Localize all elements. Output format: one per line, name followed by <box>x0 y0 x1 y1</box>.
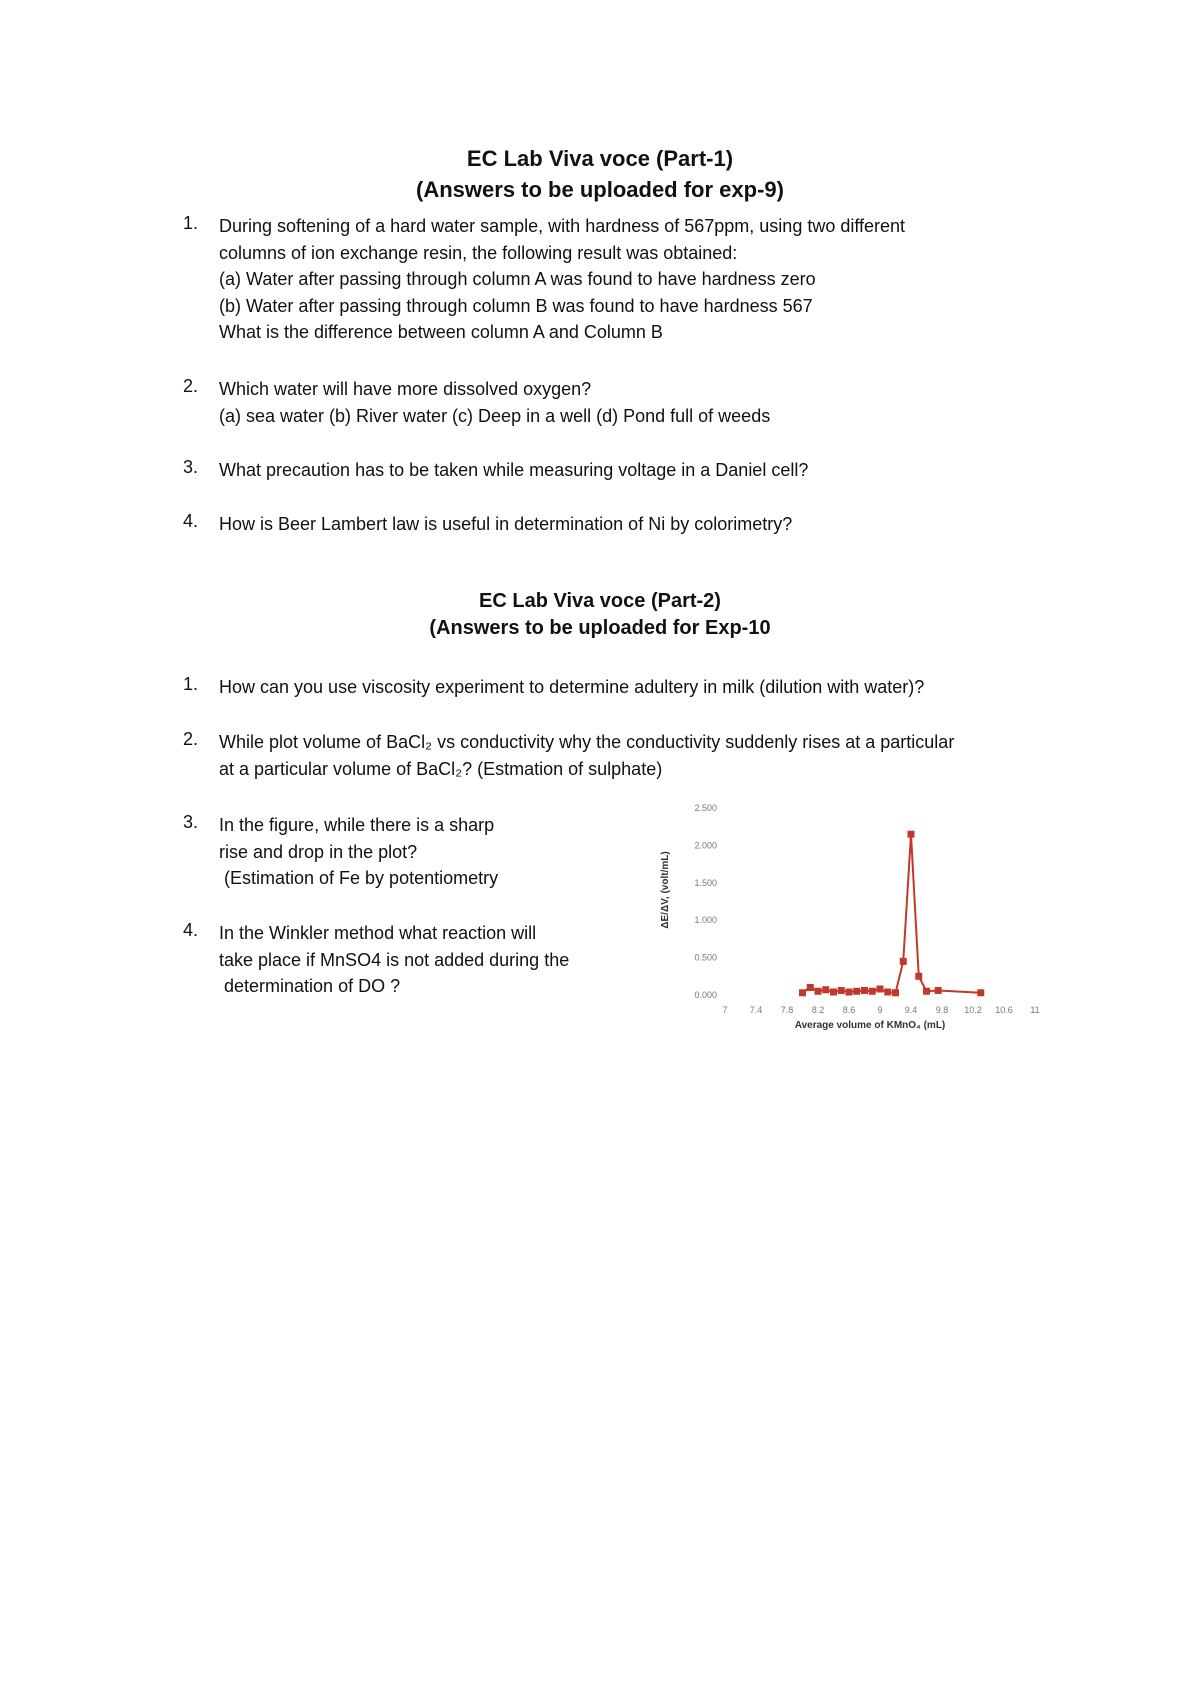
question-text <box>219 920 569 1000</box>
x-tick-label: 7.4 <box>749 1005 763 1015</box>
data-point <box>869 988 876 995</box>
data-point <box>915 973 922 980</box>
question-line: What is the difference between column A and Column B <box>219 322 663 342</box>
data-point <box>846 989 853 996</box>
question-text <box>219 376 770 429</box>
data-point <box>815 988 822 995</box>
question-number: 1. <box>183 213 199 233</box>
series-group <box>799 831 984 997</box>
potentiometry-chart <box>655 790 1050 1038</box>
question-number: 2. <box>183 376 199 396</box>
x-tick-label: 9 <box>877 1005 883 1015</box>
question-line: Which water will have more dissolved oxygen? <box>219 379 592 399</box>
y-tick-label: 0.000 <box>694 990 717 1000</box>
question-line: at a particular volume of BaCl₂? (Estmation of sulphate) <box>219 758 663 779</box>
data-point <box>822 986 829 993</box>
question-line: How is Beer Lambert law is useful in determination of Ni by colorimetry? <box>219 514 793 534</box>
question-line: (a) sea water (b) River water (c) Deep in a well (d) Pond full of weeds <box>219 405 771 426</box>
question-text <box>219 674 924 701</box>
y-tick-label: 2.000 <box>694 840 717 851</box>
x-axis-label: Average volume of KMnO₄ (mL) <box>794 1020 946 1031</box>
question-line: What precaution has to be taken while measuring voltage in a Daniel cell? <box>219 460 809 480</box>
y-tick-label: 1.500 <box>694 877 717 888</box>
y-tick-label: 0.500 <box>694 952 717 963</box>
data-point <box>935 987 942 994</box>
data-point <box>900 958 907 965</box>
part1-subtitle: (Answers to be uploaded for exp-9) <box>416 177 784 202</box>
data-point <box>923 988 930 995</box>
question-number: 1. <box>183 674 199 694</box>
data-point <box>853 988 860 995</box>
part1-title: EC Lab Viva voce (Part-1) <box>466 146 734 171</box>
series-line <box>803 834 981 993</box>
data-point <box>830 989 837 996</box>
question-line: While plot volume of BaCl₂ vs conductivity why the conductivity suddenly rises at a particular <box>219 732 955 752</box>
y-tick-label: 2.500 <box>694 803 717 813</box>
data-point <box>877 986 884 993</box>
question-line: determination of DO ? <box>219 976 401 996</box>
y-tick-label: 1.000 <box>694 915 717 926</box>
question-number: 4. <box>183 511 199 531</box>
question-number: 2. <box>183 729 199 749</box>
question-line: During softening of a hard water sample, with hardness of 567ppm, using two different <box>219 216 906 236</box>
y-ticks <box>694 803 717 1000</box>
question-number: 3. <box>183 812 199 832</box>
question-line: (Estimation of Fe by potentiometry <box>219 868 499 888</box>
x-tick-label: 7.8 <box>780 1005 794 1015</box>
question-number: 4. <box>183 920 199 940</box>
data-point <box>861 987 868 994</box>
part2-subtitle: (Answers to be uploaded for Exp-10 <box>429 617 771 639</box>
question-line: (b) Water after passing through column B was found to have hardness 567 <box>219 295 813 316</box>
x-tick-label: 7 <box>722 1005 728 1015</box>
question-line: rise and drop in the plot? <box>219 841 418 862</box>
x-tick-label: 10.2 <box>964 1005 982 1015</box>
chart-svg <box>655 790 1050 1038</box>
data-point <box>908 831 915 838</box>
question-number: 3. <box>183 457 199 477</box>
data-point <box>977 989 984 996</box>
question-line: In the Winkler method what reaction will <box>219 923 537 943</box>
question-line: take place if MnSO4 is not added during the <box>219 949 570 970</box>
question-text <box>219 213 905 346</box>
data-point <box>892 989 899 996</box>
x-ticks <box>722 1005 1039 1015</box>
question-line: (a) Water after passing through column A was found to have hardness zero <box>219 269 816 289</box>
question-line: columns of ion exchange resin, the following result was obtained: <box>219 242 738 263</box>
x-tick-label: 9.8 <box>935 1005 949 1015</box>
x-tick-label: 9.4 <box>904 1005 918 1015</box>
question-text <box>219 729 954 782</box>
question-text <box>219 812 498 892</box>
question-line: In the figure, while there is a sharp <box>219 815 495 835</box>
x-tick-label: 8.6 <box>842 1005 856 1015</box>
question-text <box>219 457 808 484</box>
data-point <box>799 989 806 996</box>
question-text <box>219 511 792 538</box>
x-tick-label: 8.2 <box>811 1005 825 1015</box>
question-line: How can you use viscosity experiment to determine adultery in milk (dilution with water)? <box>219 677 925 697</box>
part2-title: EC Lab Viva voce (Part-2) <box>479 590 721 612</box>
data-point <box>884 989 891 996</box>
data-point <box>807 984 814 991</box>
y-axis-label: ΔE/ΔV, (volt/mL) <box>660 851 671 929</box>
x-tick-label: 11 <box>1030 1005 1040 1015</box>
x-tick-label: 10.6 <box>995 1005 1013 1015</box>
data-point <box>838 987 845 994</box>
